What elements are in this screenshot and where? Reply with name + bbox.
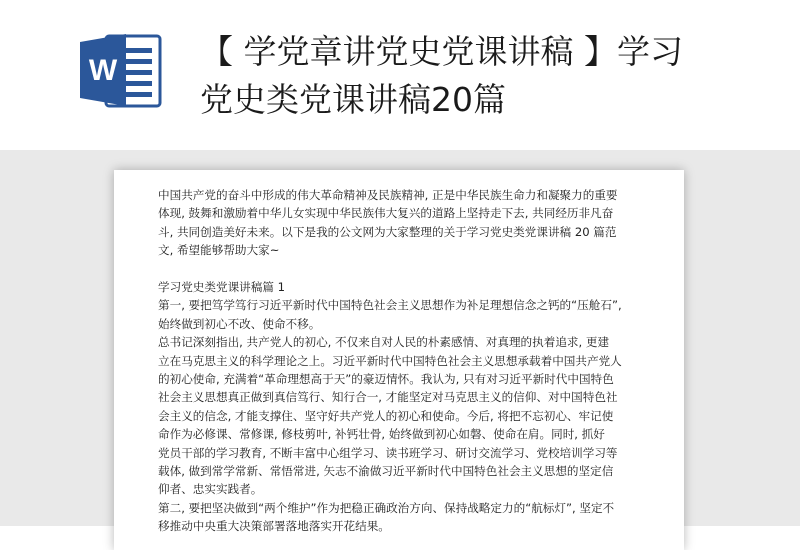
- document-text: [158, 186, 648, 536]
- intro-line: 斗, 共同创造美好未来。以下是我的公文网为大家整理的关于学习党史类党课讲稿 20 篇范: [158, 224, 617, 239]
- body-line: 始终做到初心不改、使命不移。: [158, 316, 321, 331]
- body-line: 党员干部的学习教育, 不断丰富中心组学习、读书班学习、研讨交流学习、党校培训学习等: [158, 445, 618, 460]
- body-line: 立在马克思主义的科学理论之上。习近平新时代中国特色社会主义思想承载着中国共产党人: [158, 353, 622, 368]
- body-line: 第二, 要把坚决做到“两个维护”作为把稳正确政治方向、保持战略定力的“航标灯”, 坚定不: [158, 500, 615, 515]
- body-line: 会主义的信念, 才能支撑住、坚守好共产党人的初心和使命。今后, 将把不忘初心、牢记使: [158, 408, 614, 423]
- body-line: 第一, 要把笃学笃行习近平新时代中国特色社会主义思想作为补足理想信念之钙的“压舱石”,: [158, 298, 622, 313]
- word-icon-letter: W: [88, 54, 118, 87]
- title-line-2: 党史类党课讲稿20篇: [200, 80, 506, 119]
- title-line-1: 【 学党章讲党史党课讲稿 】学习: [200, 32, 683, 71]
- page-title: [200, 28, 780, 124]
- body-line: 载体, 做到常学常新、常悟常进, 矢志不渝做习近平新时代中国特色社会主义思想的坚定信: [158, 464, 614, 479]
- body-line: 总书记深刻指出, 共产党人的初心, 不仅来自对人民的朴素感情、对真理的执着追求, 更建: [158, 335, 610, 350]
- body-line: 移推动中央重大决策部署落地落实开花结果。: [158, 519, 390, 534]
- section-heading: 学习党史类党课讲稿篇 1: [158, 280, 285, 295]
- body-line: 命作为必修课、常修课, 修枝剪叶, 补钙壮骨, 始终做到初心如磐、使命在肩。同时, 抓好: [158, 427, 605, 442]
- document-page: [114, 170, 684, 550]
- intro-line: 文, 希望能够帮助大家~: [158, 243, 280, 258]
- intro-line: 体现, 鼓舞和激励着中华儿女实现中华民族伟大复兴的道路上坚持走下去, 共同经历非凡奋: [158, 206, 614, 221]
- body-line: 的初心使命, 充满着“革命理想高于天”的豪迈情怀。我认为, 只有对习近平新时代中国特色: [158, 372, 614, 387]
- body-line: 仰者、忠实实践者。: [158, 482, 263, 497]
- word-document-icon: [76, 30, 164, 110]
- header: [0, 0, 800, 150]
- intro-line: 中国共产党的奋斗中形成的伟大革命精神及民族精神, 正是中华民族生命力和凝聚力的重要: [158, 188, 618, 202]
- paragraph-spacer: [158, 260, 648, 278]
- body-line: 社会主义思想真正做到真信笃行、知行合一, 才能坚定对马克思主义的信仰、对中国特色社: [158, 390, 618, 405]
